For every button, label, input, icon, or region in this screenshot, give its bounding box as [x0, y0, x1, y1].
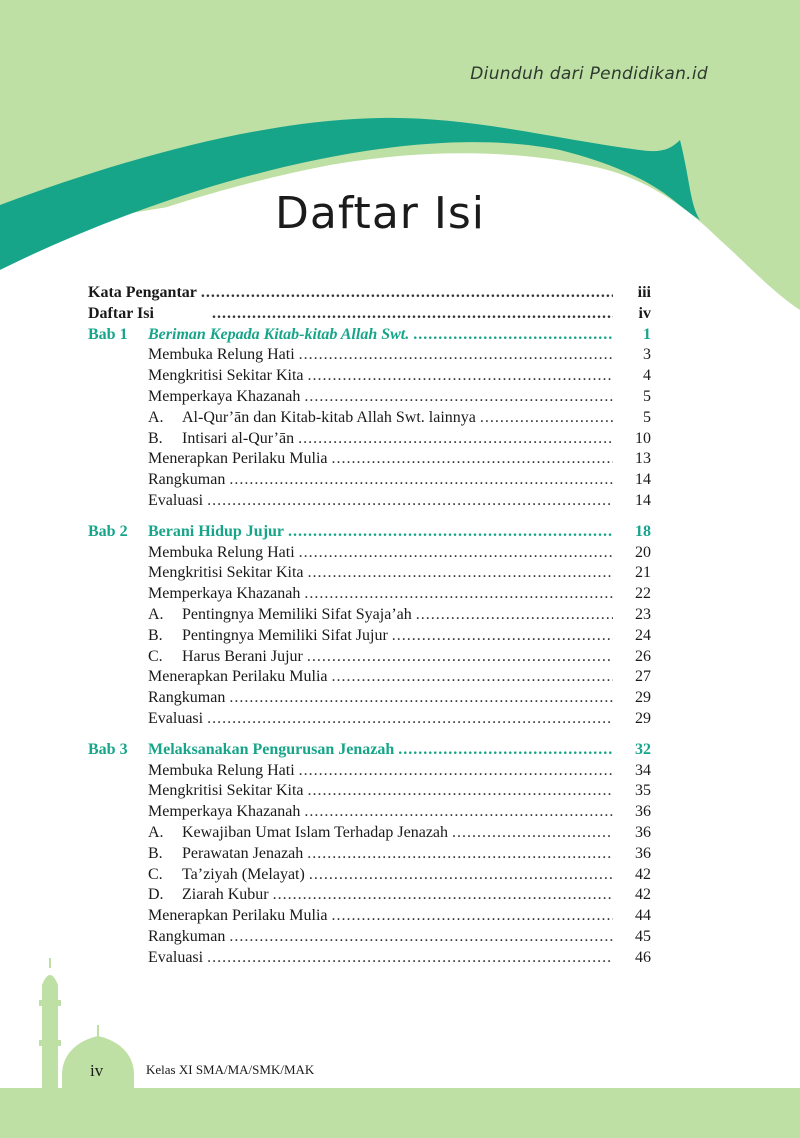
toc-entry-text: Mengkritisi Sekitar Kita	[148, 564, 304, 582]
toc-page-number: 5	[643, 408, 651, 426]
chapter-heading[interactable]	[88, 741, 651, 762]
toc-entry-text: Membuka Relung Hati	[148, 346, 295, 364]
toc-item[interactable]	[88, 949, 651, 970]
toc-entry-text: Evaluasi	[148, 948, 204, 966]
toc-page-number: 36	[635, 844, 651, 862]
leader-dots	[299, 762, 613, 780]
leader-dots	[207, 710, 613, 728]
footer-strip	[0, 1088, 800, 1138]
toc-page-number: 44	[635, 907, 651, 925]
leader-dots	[304, 388, 613, 406]
leader-dots	[307, 648, 613, 666]
page-title: Daftar Isi	[275, 188, 485, 239]
toc-item[interactable]	[88, 689, 651, 710]
toc-entry-text: Rangkuman	[148, 689, 226, 707]
leader-dots	[299, 544, 613, 562]
toc-item[interactable]	[88, 907, 651, 928]
toc-page-number: 20	[635, 543, 651, 561]
toc-letter: B.	[148, 844, 163, 862]
leader-dots	[207, 949, 613, 967]
toc-item[interactable]	[88, 782, 651, 803]
toc-page-number: 5	[643, 387, 651, 405]
leader-dots	[229, 471, 613, 489]
leader-dots	[307, 845, 613, 863]
toc-item[interactable]	[88, 492, 651, 513]
toc-item[interactable]	[88, 430, 651, 451]
toc-item[interactable]	[88, 409, 651, 430]
toc-entry-text: Mengkritisi Sekitar Kita	[148, 782, 304, 800]
toc-page-number: 3	[643, 346, 651, 364]
toc-entry-text: Membuka Relung Hati	[148, 761, 295, 779]
watermark: Diunduh dari Pendidikan.id	[470, 64, 708, 84]
toc-page-number: 34	[635, 761, 651, 779]
toc-entry-text: Mengkritisi Sekitar Kita	[148, 367, 304, 385]
toc-letter: B.	[148, 626, 163, 644]
leader-dots	[398, 741, 613, 759]
toc-letter: A.	[148, 605, 164, 623]
toc-page-number: 14	[635, 471, 651, 489]
toc-item[interactable]	[88, 564, 651, 585]
toc-page-number: iii	[637, 284, 651, 301]
leader-dots	[304, 803, 613, 821]
toc-entry-text: Menerapkan Perilaku Mulia	[148, 907, 328, 925]
leader-dots	[332, 668, 614, 686]
leader-dots	[304, 585, 613, 603]
toc-item[interactable]	[88, 866, 651, 887]
toc-page-number: 27	[635, 668, 651, 686]
chapter-heading[interactable]	[88, 523, 651, 544]
footer-class-label: Kelas XI SMA/MA/SMK/MAK	[146, 1062, 315, 1077]
toc-entry-text: Evaluasi	[148, 491, 204, 509]
leader-dots	[413, 326, 613, 344]
leader-dots	[308, 367, 613, 385]
toc-item[interactable]	[88, 544, 651, 565]
toc-entry-text: Pentingnya Memiliki Sifat Syaja’ah	[182, 605, 412, 623]
toc-page-number: 24	[635, 626, 651, 644]
toc-item[interactable]	[88, 585, 651, 606]
leader-dots	[309, 866, 613, 884]
toc-top-item[interactable]	[88, 305, 651, 326]
toc-letter: A.	[148, 823, 164, 841]
leader-dots	[273, 886, 613, 904]
chapter-title: Berani Hidup Jujur	[148, 522, 285, 540]
toc-page-number: 4	[643, 367, 651, 385]
toc-entry-text: Memperkaya Khazanah	[148, 387, 301, 405]
chapter-title: Beriman Kepada Kitab-kitab Allah Swt.	[148, 325, 410, 343]
toc-letter: C.	[148, 647, 163, 665]
chapter-number: Bab 3	[88, 740, 128, 758]
toc-item[interactable]	[88, 346, 651, 367]
toc-entry-text: Menerapkan Perilaku Mulia	[148, 450, 328, 468]
toc-entry-text: Harus Berani Jujur	[182, 647, 303, 665]
toc-entry-text: Memperkaya Khazanah	[148, 585, 301, 603]
toc-letter: A.	[148, 408, 164, 426]
leader-dots	[229, 689, 613, 707]
toc-item[interactable]	[88, 824, 651, 845]
toc-item[interactable]	[88, 367, 651, 388]
leader-dots	[229, 928, 613, 946]
leader-dots	[288, 523, 613, 541]
toc-page-number: 42	[635, 865, 651, 883]
toc-entry-text: Pentingnya Memiliki Sifat Jujur	[182, 626, 388, 644]
leader-dots	[332, 450, 614, 468]
chapter-number: Bab 1	[88, 325, 128, 343]
toc-page-number: 29	[635, 689, 651, 707]
chapter-heading[interactable]	[88, 326, 651, 347]
toc-page-number: 21	[635, 564, 651, 582]
footer-page-number: iv	[90, 1061, 104, 1080]
toc-page-number: 45	[635, 927, 651, 945]
toc-item[interactable]	[88, 710, 651, 731]
leader-dots	[308, 782, 613, 800]
toc-item[interactable]	[88, 845, 651, 866]
toc-entry-text: Kata Pengantar	[88, 284, 197, 301]
toc-entry-text: Ziarah Kubur	[182, 886, 269, 904]
leader-dots	[480, 409, 613, 427]
toc-page-number: 10	[635, 429, 651, 447]
leader-dots	[212, 305, 613, 323]
toc-entry-text: Ta’ziyah (Melayat)	[182, 865, 305, 883]
toc-item[interactable]	[88, 471, 651, 492]
toc-item[interactable]	[88, 450, 651, 471]
toc-page-number: 46	[635, 948, 651, 966]
chapter-page-number: 32	[635, 740, 651, 758]
toc-entry-text: Menerapkan Perilaku Mulia	[148, 668, 328, 686]
chapter-page-number: 1	[643, 325, 651, 343]
chapter-title: Melaksanakan Pengurusan Jenazah	[148, 740, 395, 758]
toc-entry-text: Al-Qur’ān dan Kitab-kitab Allah Swt. lainnya	[182, 408, 476, 426]
toc-item[interactable]	[88, 803, 651, 824]
toc-page-number: 36	[635, 823, 651, 841]
toc-entry-text: Daftar Isi	[88, 304, 154, 322]
toc-entry-text: Membuka Relung Hati	[148, 543, 295, 561]
leader-dots	[416, 606, 613, 624]
toc-entry-text: Evaluasi	[148, 709, 204, 727]
toc-entry-text: Rangkuman	[148, 471, 226, 489]
leader-dots	[298, 430, 613, 448]
toc-page-number: 14	[635, 491, 651, 509]
toc-item[interactable]	[88, 388, 651, 409]
toc-entry-text: Memperkaya Khazanah	[148, 803, 301, 821]
toc-item[interactable]	[88, 668, 651, 689]
toc-letter: B.	[148, 429, 163, 447]
toc-page-number: 42	[635, 886, 651, 904]
table-of-contents	[88, 284, 651, 970]
leader-dots	[207, 492, 613, 510]
toc-letter: D.	[148, 886, 164, 904]
toc-item[interactable]	[88, 928, 651, 949]
chapter-page-number: 18	[635, 522, 651, 540]
toc-entry-text: Perawatan Jenazah	[182, 844, 304, 862]
toc-page-number: 26	[635, 647, 651, 665]
leader-dots	[201, 284, 613, 302]
toc-entry-text: Intisari al-Qur’ān	[182, 429, 295, 447]
toc-page-number: 22	[635, 585, 651, 603]
toc-item[interactable]	[88, 627, 651, 648]
toc-entry-text: Kewajiban Umat Islam Terhadap Jenazah	[182, 823, 449, 841]
leader-dots	[452, 824, 613, 842]
toc-page-number: 29	[635, 709, 651, 727]
leader-dots	[299, 346, 613, 364]
toc-page-number: 23	[635, 605, 651, 623]
toc-page-number: 35	[635, 782, 651, 800]
toc-top-item[interactable]	[88, 284, 651, 305]
toc-page-number: 36	[635, 803, 651, 821]
leader-dots	[392, 627, 613, 645]
toc-letter: C.	[148, 865, 163, 883]
toc-item[interactable]	[88, 886, 651, 907]
leader-dots	[308, 564, 613, 582]
toc-page-number: iv	[638, 304, 651, 322]
leader-dots	[332, 907, 614, 925]
chapter-number: Bab 2	[88, 522, 128, 540]
toc-item[interactable]	[88, 606, 651, 627]
toc-item[interactable]	[88, 762, 651, 783]
toc-page-number: 13	[635, 450, 651, 468]
toc-entry-text: Rangkuman	[148, 927, 226, 945]
toc-item[interactable]	[88, 648, 651, 669]
